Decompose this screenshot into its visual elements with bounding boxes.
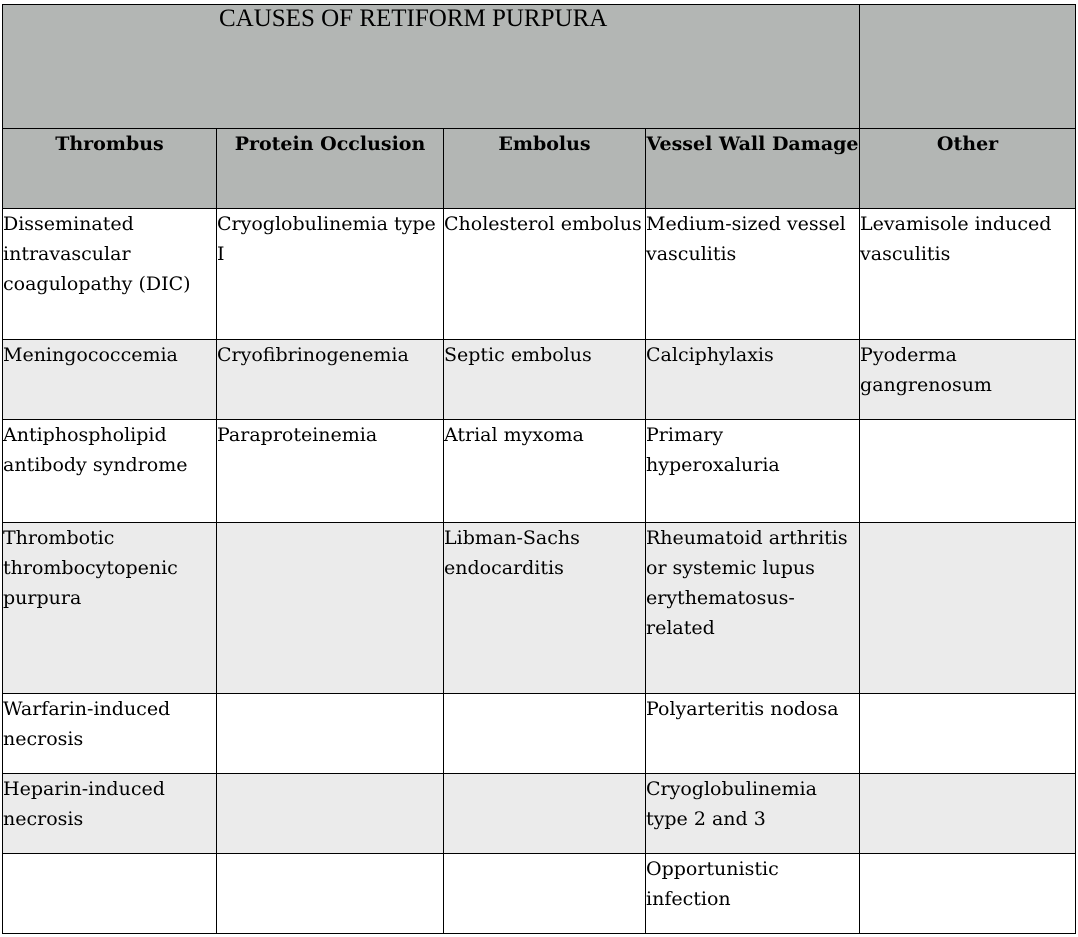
table-title-cell — [3, 5, 860, 129]
table-cell: Primary hyperoxaluria — [646, 420, 860, 523]
header-other: Other — [860, 129, 1076, 209]
table-cell — [860, 523, 1076, 694]
table-cell — [444, 854, 646, 934]
table-cell — [217, 694, 444, 774]
table-cell — [444, 694, 646, 774]
table-cell: Levamisole induced vasculitis — [860, 209, 1076, 340]
table-cell: Cryofibrinogenemia — [217, 340, 444, 420]
table-cell: Disseminated intravascular coagulopathy (DIC) — [3, 209, 217, 340]
table-cell: Rheumatoid arthritis or systemic lupus erythematosus-related — [646, 523, 860, 694]
table-cell: Thrombotic thrombocytopenic purpura — [3, 523, 217, 694]
table-cell: Atrial myxoma — [444, 420, 646, 523]
table-cell: Cholesterol embolus — [444, 209, 646, 340]
table-cell: Warfarin-induced necrosis — [3, 694, 217, 774]
table-row — [3, 340, 1076, 420]
table-row — [3, 209, 1076, 340]
table-cell — [217, 774, 444, 854]
table-title-row — [3, 5, 1076, 129]
table-row — [3, 774, 1076, 854]
table-cell: Medium-sized vessel vasculitis — [646, 209, 860, 340]
table-row — [3, 694, 1076, 774]
table-cell: Heparin-induced necrosis — [3, 774, 217, 854]
table-cell: Antiphospholipid antibody syndrome — [3, 420, 217, 523]
retiform-purpura-table — [2, 4, 1076, 934]
table-row — [3, 854, 1076, 934]
table-cell — [217, 854, 444, 934]
table-cell: Paraproteinemia — [217, 420, 444, 523]
header-vessel-wall-damage: Vessel Wall Damage — [646, 129, 860, 209]
table-title-empty-cell — [860, 5, 1076, 129]
table-cell: Cryoglobulinemia type I — [217, 209, 444, 340]
table-cell: Opportunistic infection — [646, 854, 860, 934]
table-header-row — [3, 129, 1076, 209]
table-title: CAUSES OF RETIFORM PURPURA — [219, 5, 608, 32]
table-row — [3, 420, 1076, 523]
header-protein-occlusion: Protein Occlusion — [217, 129, 444, 209]
table-cell — [444, 774, 646, 854]
table-cell — [860, 774, 1076, 854]
table-cell — [860, 854, 1076, 934]
table-cell: Libman-Sachs endocarditis — [444, 523, 646, 694]
table-cell — [860, 420, 1076, 523]
table-cell: Meningococcemia — [3, 340, 217, 420]
table-cell: Calciphylaxis — [646, 340, 860, 420]
table-cell: Septic embolus — [444, 340, 646, 420]
table-cell: Cryoglobulinemia type 2 and 3 — [646, 774, 860, 854]
header-embolus: Embolus — [444, 129, 646, 209]
table-cell — [217, 523, 444, 694]
table-row — [3, 523, 1076, 694]
table-cell: Polyarteritis nodosa — [646, 694, 860, 774]
header-thrombus: Thrombus — [3, 129, 217, 209]
table-cell — [3, 854, 217, 934]
table-cell — [860, 694, 1076, 774]
table-cell: Pyoderma gangrenosum — [860, 340, 1076, 420]
